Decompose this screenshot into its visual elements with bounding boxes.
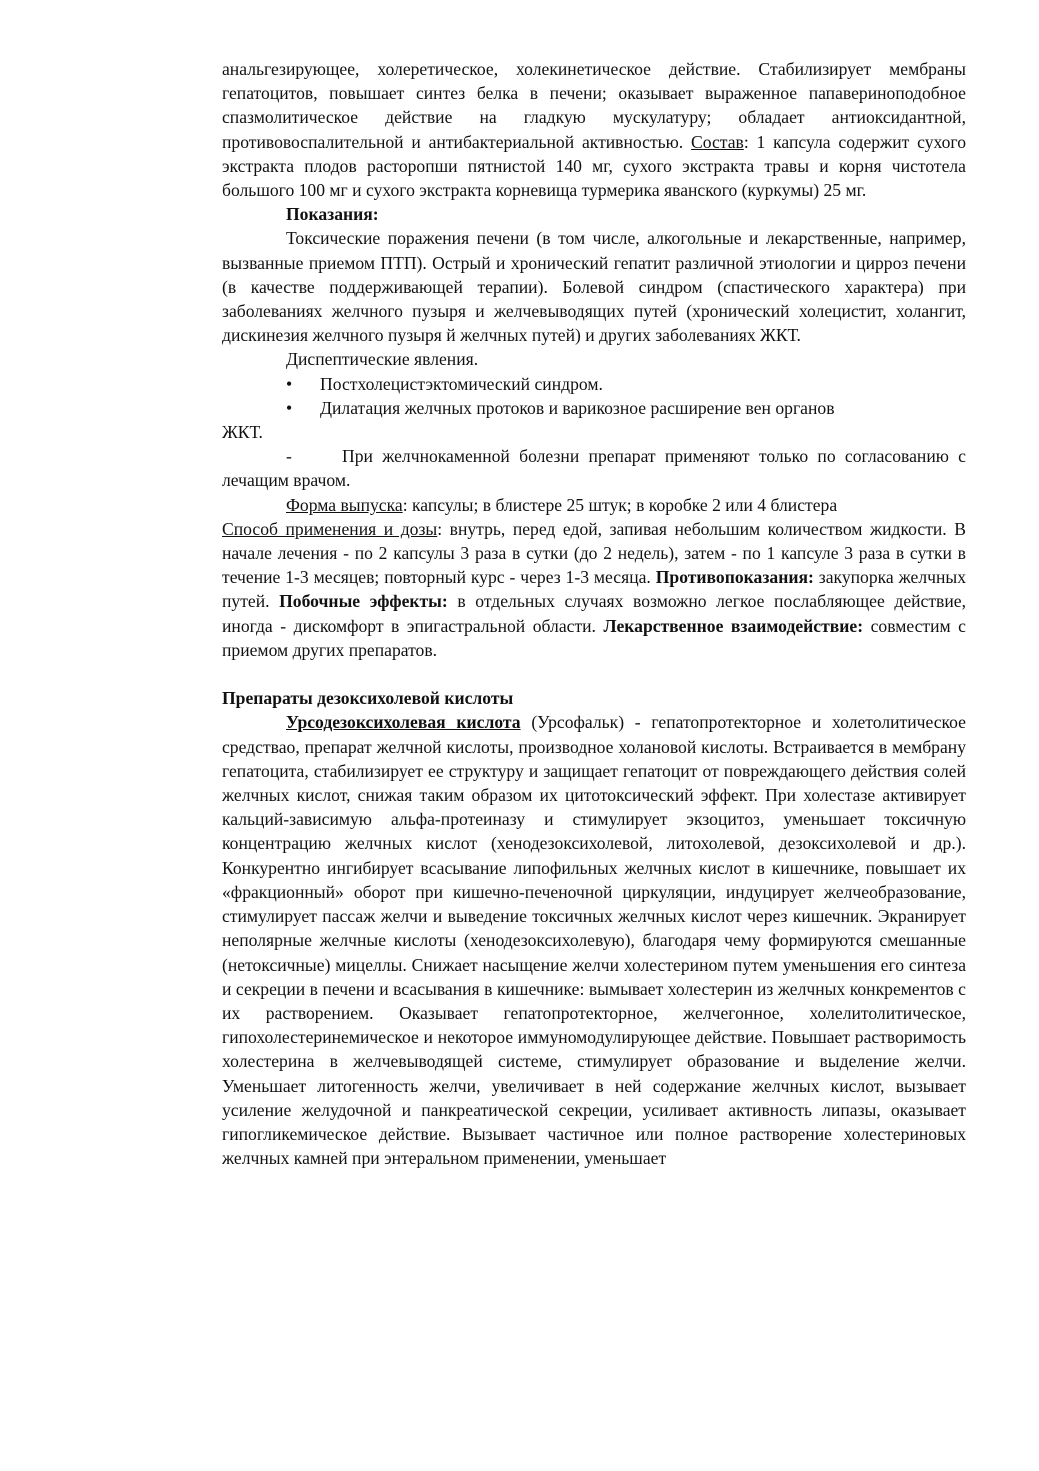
document-text — [222, 57, 966, 1170]
bullet-mark: • — [286, 373, 293, 394]
spacer — [222, 662, 966, 686]
paragraph-properties — [222, 57, 966, 202]
properties-text: анальгезирующее, холеретическое, холекинетическое действие. Стабилизирует мембраны гепатоцитов, повышает синтез белка в печени; оказывает выраженное папавериноподобное спазмолитическое действие на гладкую мускулатуру; обладает антиоксидантной, противовоспалительной и антибактериальной активностью. — [222, 59, 966, 152]
udca-name: Урсодезоксихолевая кислота — [286, 712, 521, 733]
indications-text: Токсические поражения печени (в том числе, алкогольные и лекарственные, например, вызванные приемом ПТП). Острый и хронический гепатит различной этиологии и цирроз печени (в качестве поддерживающей терапии). Болевой синдром (спастического характера) при заболеваниях желчного пузыря и желчевыводящих путей (хронический холецистит, холангит, дискинезия желчного пузыря й желчных путей) и других заболеваниях ЖКТ. — [222, 228, 966, 346]
contraindications-text: закупорка желчных путей. — [222, 567, 967, 612]
side-effects-label: Побочные эффекты: — [279, 591, 448, 612]
release-form-text: : капсулы; в блистере 25 штук; в коробке 2 или 4 блистера — [402, 494, 838, 515]
bullet-mark: • — [286, 397, 293, 418]
interaction-label: Лекарственное взаимодействие: — [603, 615, 864, 636]
dosage-text: : внутрь, перед едой, запивая небольшим количеством жидкости. В начале лечения - по 2 капсулы 3 раза в сутки (до 2 недель), затем - по 1 капсуле 3 раза в сутки в течение 1-3 месяцев; повторный курс - через 1-3 месяца. — [222, 518, 966, 588]
bullet-text-2-continuation: ЖКТ. — [222, 422, 263, 443]
dash-mark: - — [286, 446, 292, 467]
interaction-text: совместим с приемом других препаратов. — [222, 615, 966, 660]
dosage-label: Способ применения и дозы — [222, 518, 438, 539]
udca-text: (Урсофальк) - гепатопротекторное и холетолитическое средствао, препарат желчной кислоты, производное холановой кислоты. Встраивается в мембрану гепатоцита, стабилизирует ее структуру и защищает гепатоцит от повреждающего действия солей желчных кислот, снижая таким образом их цитотоксический эффект. При холестазе активирует кальций-зависимую альфа-протеиназу и стимулирует экзоцитоз, уменьшает токсичную концентрацию желчных кислот (хенодезоксихолевой, литохолевой, дезоксихолевой и др.). Конкурентно ингибирует всасывание липофильных желчных кислот в кишечнике, повышает их «фракционный» оборот при кишечно-печеночной циркуляции, индуцирует желчеобразование, стимулирует пассаж желчи и выведение токсичных желчных кислот через кишечник. Экранирует неполярные желчные кислоты (хенодезоксихолевую), благодаря чему формируются смешанные (нетоксичные) мицеллы. Снижает насыщение желчи холестерином путем уменьшения его синтеза и секреции в печени и всасывания в кишечнике: вымывает холестерин из желчных конкрементов с их растворением. Оказывает гепатопротекторное, желчегонное, холелитолитическое, гипохолестеринемическое и некоторое иммуномодулирующее действие. Повышает растворимость холестерина в желчевыводящей системе, стимулирует образование и выделение желчи. Уменьшает литогенность желчи, увеличивает в ней содержание желчных кислот, вызывает усиление желудочной и панкреатической секреции, усиливает активность липазы, оказывает гипогликемическое действие. Вызывает частичное или полное растворение холестериновых желчных камней при энтеральном применении, уменьшает — [222, 712, 966, 1169]
dash-item — [222, 444, 966, 492]
bullet-item-2 — [222, 396, 966, 420]
dash-text: При желчнокаменной болезни препарат применяют только по согласованию с лечащим врачом. — [222, 446, 966, 491]
section-title: Препараты дезоксихолевой кислоты — [222, 688, 514, 709]
side-effects-text: в отдельных случаях возможно легкое послабляющее действие, иногда - дискомфорт в эпигастральной области. — [222, 591, 966, 636]
bullet-item-1 — [222, 372, 966, 396]
udca-paragraph — [222, 710, 966, 1170]
composition-label: Состав — [691, 131, 744, 152]
release-form — [222, 493, 966, 517]
release-form-label: Форма выпуска — [286, 494, 403, 515]
composition-text: : 1 капсула содержит сухого экстракта плодов расторопши пятнистой 140 мг, сухого экстракта травы и корня чистотела большого 100 мг и сухого экстракта корневища турмерика яванского (куркумы) 25 мг. — [222, 131, 966, 201]
bullet-text-1: Постхолецистэктомический синдром. — [320, 373, 603, 394]
bullet-text-2: Дилатация желчных протоков и варикозное расширение вен органов — [320, 397, 835, 418]
dyspeptic-text: Диспептические явления. — [286, 349, 479, 370]
dosage — [222, 517, 966, 662]
contraindications-label: Противопоказания: — [655, 567, 814, 588]
indications-heading: Показания: — [286, 204, 379, 225]
